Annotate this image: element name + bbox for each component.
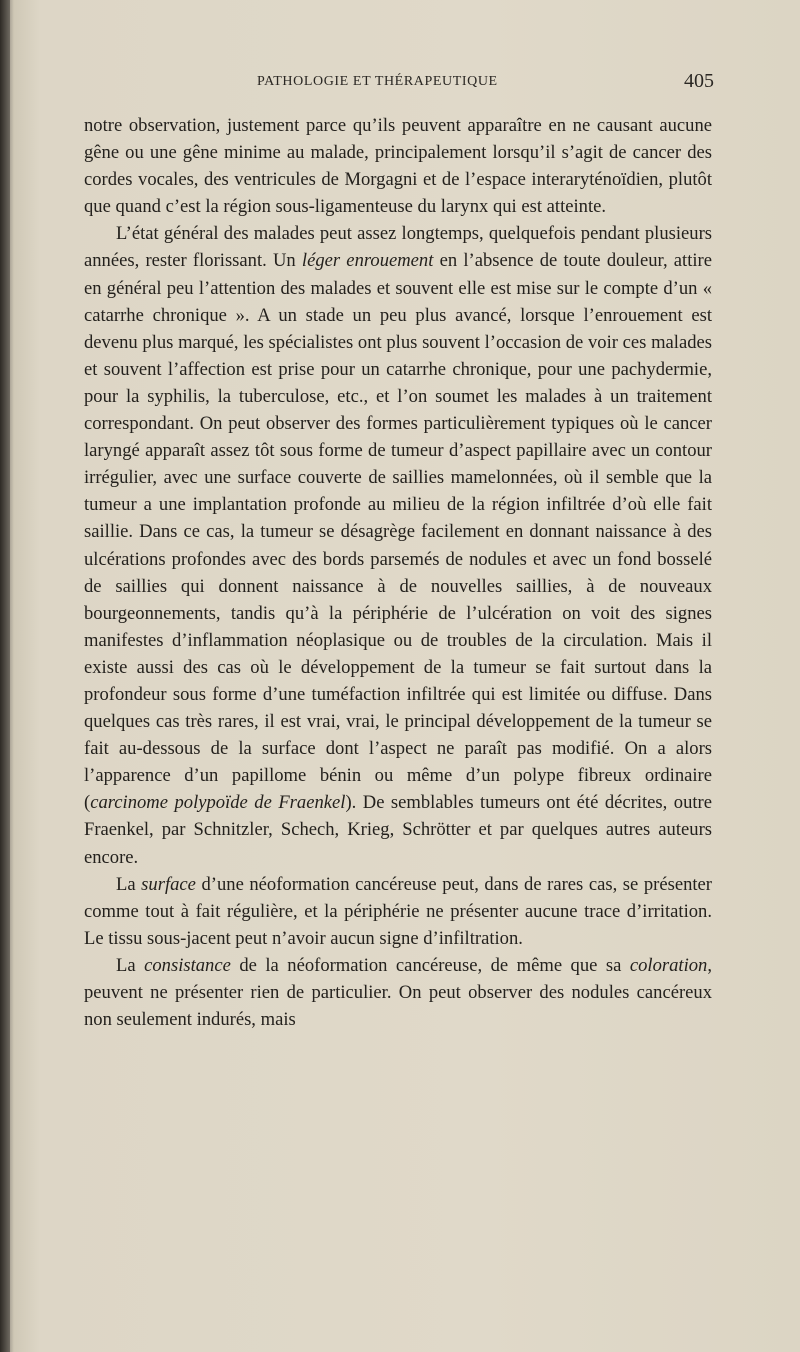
body-text — [84, 112, 712, 1033]
paragraph-3 — [84, 871, 712, 952]
paragraph-4-text-c: , peuvent ne présenter rien de particulier. On peut observer des nodules cancéreux non seulement indurés, mais — [84, 954, 712, 1031]
paragraph-2-emphasis: léger enrouement — [301, 250, 434, 272]
paragraph-1 — [84, 112, 712, 220]
paragraph-2-text-c: ). De semblables tumeurs ont été décrites, outre Fraenkel, par Schnitzler, Schech, Krieg, Schrötter et par quelques autres auteurs encore. — [84, 792, 712, 868]
paragraph-2-text-b: en l’absence de toute douleur, attire en général peu l’attention des malades et souvent elle est mise sur le compte d’un « catarrhe chronique ». A un stade un peu plus avancé, lorsque l’enrouement est devenu plus marqué, les spécialistes ont plus souvent l’occasion de voir ces malades et souvent l’affection est prise pour un catarrhe chronique, pour une pachydermie, pour la syphilis, la tuberculose, etc., et l’on soumet les malades à un traitement correspondant. On peut observer des formes particulièrement typiques où le cancer laryngé apparaît assez tôt sous forme de tumeur d’aspect papillaire avec un contour irrégulier, avec une surface couverte de saillies mamelonnées, où il semble que la tumeur a une implantation profonde au milieu de la région infiltrée d’où elle fait saillie. Dans ce cas, la tumeur se désagrège facilement en donnant naissance à des ulcérations profondes avec des bords parsemés de nodules et avec un fond bosselé de saillies qui donnent naissance à de nouvelles saillies, à de nouveaux bourgeonnements, tandis qu’à la périphérie de l’ulcération on voit des signes manifestes d’inflammation néoplasique ou de troubles de la circulation. Mais il existe aussi des cas où le développement de la tumeur se fait surtout dans la profondeur sous forme d’une tuméfaction infiltrée qui est limitée ou diffuse. Dans quelques cas très rares, il est vrai, vrai, le principal développement de la tumeur se fait au-dessous de la surface dont l’aspect ne paraît pas modifié. On a alors l’apparence d’un papillome bénin ou même d’un polype fibreux ordinaire ( — [84, 250, 712, 814]
paragraph-3-text-a: La — [116, 873, 142, 895]
paragraph-1-text: notre observation, justement parce qu’ils peuvent apparaître en ne causant aucune gêne ou une gêne minime au malade, principalement lorsqu’il s’agit de cancer des cordes vocales, des ventricules de Morgagni et de l’espace interaryténoïdien, plutôt que quand c’est la région sous-ligamenteuse du larynx qui est atteinte. — [84, 115, 712, 218]
page-number: 405 — [684, 70, 714, 92]
paragraph-4-text-a: La — [116, 954, 145, 976]
running-head: PATHOLOGIE ET THÉRAPEUTIQUE — [257, 74, 498, 89]
paragraph-4-text-b: de la néoformation cancéreuse, de même que sa — [230, 954, 630, 976]
paragraph-4-emphasis: consistance — [144, 954, 231, 976]
paragraph-4 — [84, 952, 712, 1033]
paragraph-2-text-a: L’état général des malades peut assez longtemps, quelquefois pendant plusieurs années, rester florissant. Un — [84, 223, 712, 272]
page-binding-edge — [0, 0, 10, 1352]
paragraph-2-emphasis-2: carcinome polypoïde de Fraenkel — [90, 792, 346, 814]
paragraph-2 — [84, 220, 712, 870]
paragraph-3-text-b: d’une néoformation cancéreuse peut, dans de rares cas, se présenter comme tout à fait régulière, et la périphérie ne présenter aucune trace d’irritation. Le tissu sous-jacent peut n’avoir aucun signe d’infiltration. — [84, 873, 712, 949]
paragraph-4-emphasis-2: coloration — [629, 954, 708, 976]
page-header — [84, 66, 714, 96]
paragraph-3-emphasis: surface — [141, 873, 196, 895]
